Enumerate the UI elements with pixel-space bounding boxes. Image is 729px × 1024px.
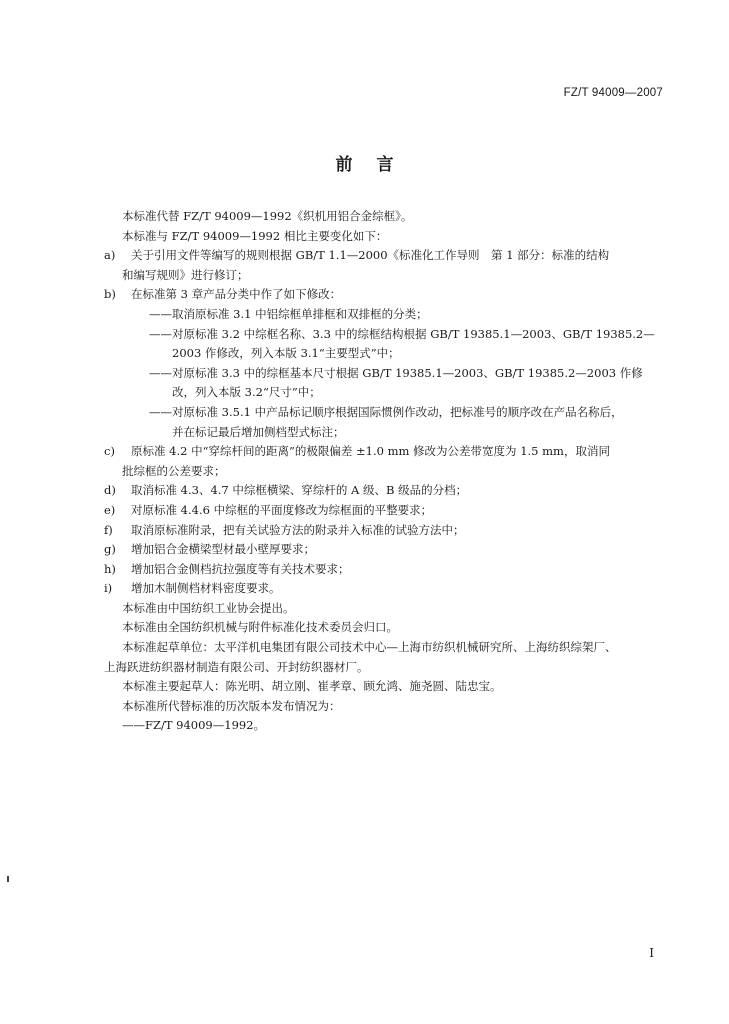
list-label: f) [104, 522, 113, 537]
document-body [104, 207, 667, 736]
list-text: 关于引用文件等编写的规则根据 GB/T 1.1—2000《标准化工作导则 第 1 部分：标准的结构 [131, 248, 610, 263]
paragraph-drafting-units-cont: 上海跃进纺织器材制造有限公司、开封纺织器材厂。 [104, 659, 369, 674]
list-item-h [104, 560, 667, 580]
list-text: 取消原标准附录，把有关试验方法的附录并入标准的试验方法中； [131, 522, 465, 537]
list-text: 增加铝合金横梁型材最小壁厚要求； [131, 542, 315, 557]
list-item-a [104, 246, 667, 266]
list-item-c-cont: 批综框的公差要求； [122, 463, 226, 478]
list-label: b) [104, 287, 116, 302]
list-item-d [104, 481, 667, 501]
sub-item-b1: ——取消原标准 3.1 中铝综框单排框和双排框的分类； [149, 306, 428, 321]
list-text: 增加铝合金侧档抗拉强度等有关技术要求； [131, 561, 350, 576]
paragraph-replaces: 本标准代替 FZ/T 94009—1992《织机用铝合金综框》。 [122, 209, 413, 223]
paragraph-committee: 本标准由全国纺织机械与附件标准化技术委员会归口。 [122, 620, 398, 635]
list-item-e [104, 501, 667, 521]
list-text: 取消标准 4.3、4.7 中综框横梁、穿综杆的 A 级、B 级品的分档； [131, 483, 468, 498]
list-label: h) [104, 561, 116, 576]
list-label: g) [104, 542, 116, 557]
list-item-a-cont: 和编写规则》进行修订； [122, 267, 249, 282]
standard-code: FZ/T 94009—2007 [563, 87, 663, 99]
list-item-b [104, 285, 667, 305]
list-text: 原标准 4.2 中“穿综杆间的距离”的极限偏差 ±1.0 mm 修改为公差带宽度为 1.5 mm，取消同 [131, 444, 610, 459]
page-title: 前言 [335, 155, 418, 175]
paragraph-changes-intro: 本标准与 FZ/T 94009—1992 相比主要变化如下： [122, 228, 388, 243]
list-label: c) [104, 444, 115, 459]
list-item-f [104, 521, 667, 541]
list-label: a) [104, 248, 116, 263]
sub-item-b2: ——对原标准 3.2 中综框名称、3.3 中的综框结构根据 GB/T 19385.1—2003、GB/T 19385.2— [149, 326, 655, 341]
sub-item-b2-cont: 2003 作修改，列入本版 3.1“主要型式”中； [172, 346, 400, 361]
sub-item-b3: ——对原标准 3.3 中的综框基本尺寸根据 GB/T 19385.1—2003、GB/T 19385.2—2003 作修 [149, 365, 643, 380]
list-item-g [104, 540, 667, 560]
history-item: ——FZ/T 94009—1992。 [122, 718, 266, 733]
scan-mark [7, 876, 9, 882]
list-item-i [104, 579, 667, 599]
paragraph-drafting-units: 本标准起草单位：太平洋机电集团有限公司技术中心—上海市纺织机械研究所、上海纺织综架厂、 [122, 640, 617, 655]
list-text: 对原标准 4.4.6 中综框的平面度修改为综框面的平整要求； [131, 502, 433, 517]
page-number: I [649, 946, 654, 960]
sub-item-b3-cont: 改，列入本版 3.2“尺寸”中； [172, 385, 321, 400]
paragraph-proposer: 本标准由中国纺织工业协会提出。 [122, 600, 295, 615]
paragraph-history: 本标准所代替标准的历次版本发布情况为： [122, 698, 341, 713]
sub-item-b4-cont: 并在标记最后增加侧档型式标注； [172, 424, 345, 439]
list-label: i) [104, 581, 113, 596]
paragraph-drafters: 本标准主要起草人：陈光明、胡立刚、崔孝章、顾允鸿、施尧圆、陆忠宝。 [122, 679, 502, 694]
sub-item-b4: ——对原标准 3.5.1 中产品标记顺序根据国际惯例作改动，把标准号的顺序改在产品名称后， [149, 404, 623, 419]
list-text: 增加木制侧档材料密度要求。 [131, 581, 281, 596]
list-item-c [104, 442, 667, 462]
list-text: 在标准第 3 章产品分类中作了如下修改： [131, 287, 342, 302]
list-label: d) [104, 483, 116, 498]
list-label: e) [104, 502, 116, 517]
